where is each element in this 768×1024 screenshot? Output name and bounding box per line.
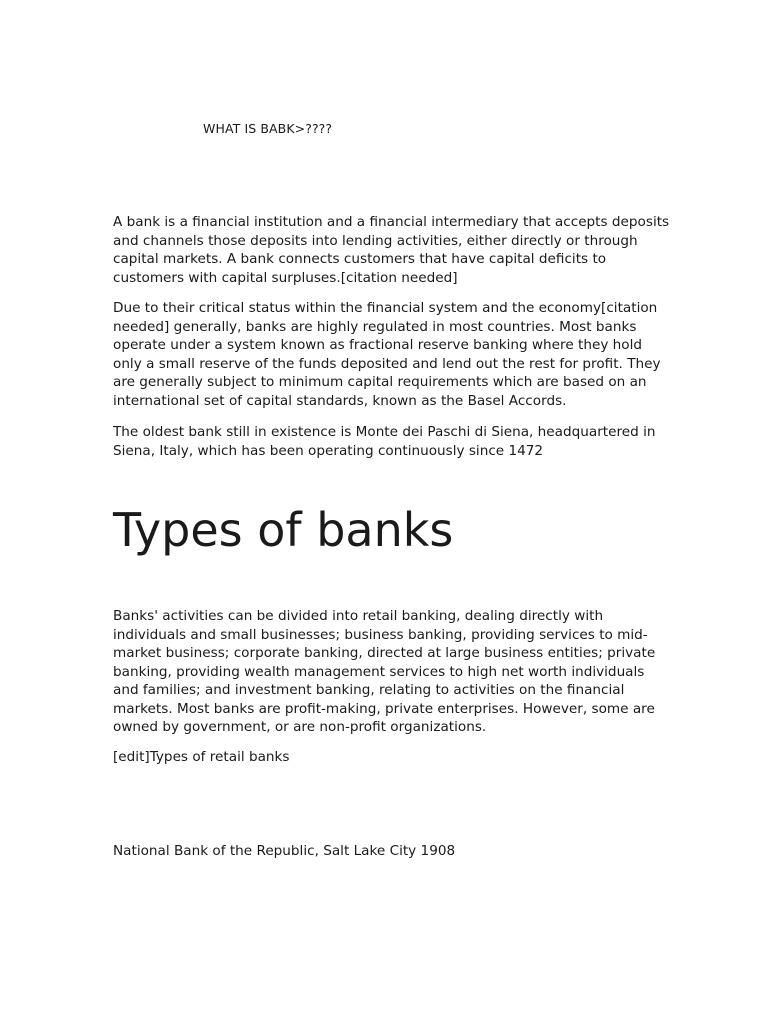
regulation-paragraph: Due to their critical status within the financial system and the economy[citation needed] generally, banks are highly regulated in most countries. Most banks operate under a system known as fractional reserve banking where they hold only a small reserve of the funds deposited and lend out the rest for profit. They are generally subject to minimum capital requirements which are based on an international set of capital standards, known as the Basel Accords. (113, 300, 661, 409)
intro-paragraph: A bank is a financial institution and a financial intermediary that accepts deposits and channels those deposits into lending activities, either directly or through capital markets. A bank connects customers that have capital deficits to customers with capital surpluses.[citation needed] (113, 214, 670, 286)
document-title: WHAT IS BABK>???? (203, 121, 333, 136)
types-paragraph: Banks' activities can be divided into retail banking, dealing directly with individuals and small businesses; business banking, providing services to mid-market business; corporate banking, directed at large business entities; private banking, providing wealth management services to high net worth individuals and families; and investment banking, relating to activities on the financial markets. Most banks are profit-making, private enterprises. However, some are owned by government, or are non-profit organizations. (113, 608, 656, 735)
oldest-bank-paragraph: The oldest bank still in existence is Monte dei Paschi di Siena, headquartered in Siena, Italy, which has been operating continuously since 1472 (113, 424, 656, 459)
retail-banks-subheading: [edit]Types of retail banks (113, 749, 290, 765)
image-caption: National Bank of the Republic, Salt Lake City 1908 (113, 843, 456, 859)
types-of-banks-heading: Types of banks (113, 503, 454, 557)
